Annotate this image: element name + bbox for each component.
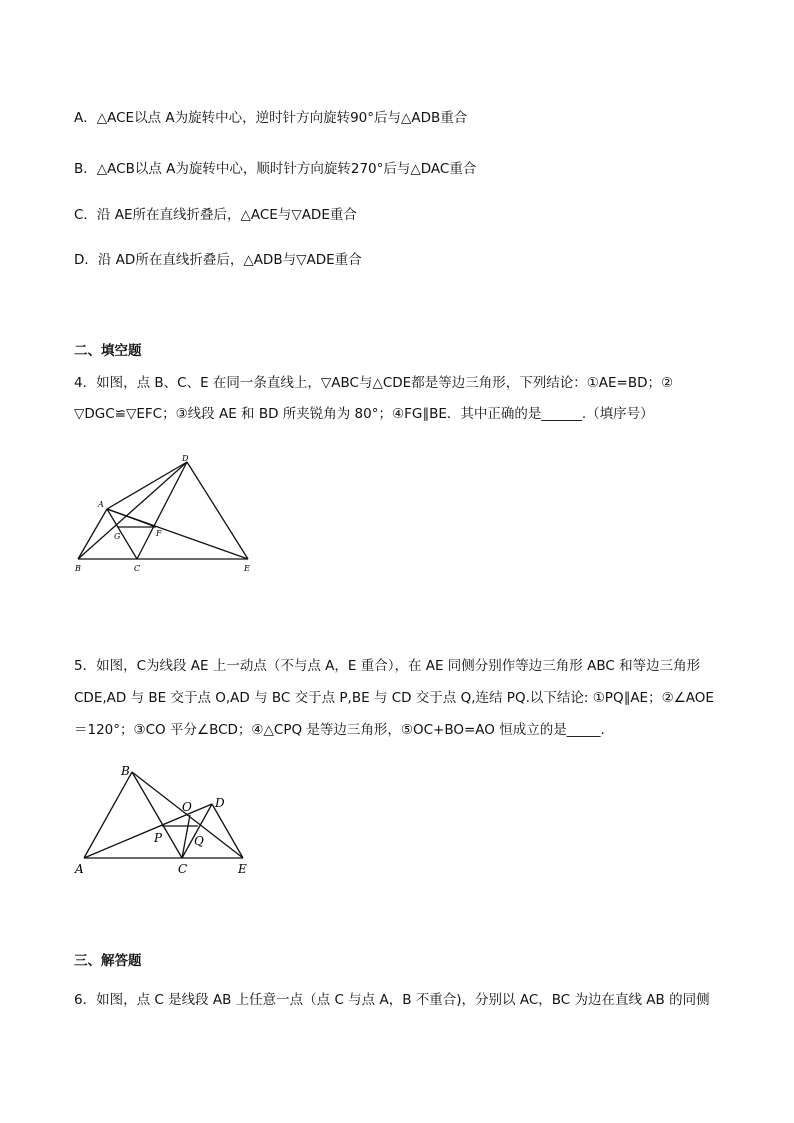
q4-label-f: F	[156, 529, 162, 538]
q5-text-line1: 5．如图，C为线段 AE 上一动点（不与点 A，E 重合），在 AE 同侧分别作等边三角形 ABC 和等边三角形	[74, 658, 701, 674]
q5-label-a: A	[75, 862, 84, 876]
q4-label-g: G	[114, 532, 121, 541]
q4-text-line2: ▽DGC≌▽EFC；③线段 AE 和 BD 所夹锐角为 80°；④FG∥BE．其中正确的是______.（填序号）	[74, 406, 654, 422]
q5-label-e: E	[238, 862, 247, 876]
q4-figure	[70, 452, 260, 582]
q4-label-b: B	[75, 564, 81, 573]
q5-label-o: O	[182, 800, 192, 814]
section-heading-answer: 三、解答题	[74, 953, 142, 969]
option-d: D．沿 AD所在直线折叠后，△ADB与▽ADE重合	[74, 252, 362, 268]
q5-label-d: D	[215, 796, 225, 810]
option-c: C．沿 AE所在直线折叠后，△ACE与▽ADE重合	[74, 207, 357, 223]
q4-label-a: A	[98, 500, 104, 509]
q5-label-c: C	[178, 862, 188, 876]
q4-label-e: E	[244, 564, 250, 573]
q5-figure	[70, 760, 270, 880]
q5-text-line2: CDE,AD 与 BE 交于点 O,AD 与 BC 交于点 P,BE 与 CD 交于点 Q,连结 PQ.以下结论: ①PQ∥AE；②∠AOE	[74, 690, 714, 706]
q5-label-p: P	[154, 831, 163, 845]
q5-label-q: Q	[194, 834, 204, 848]
section-heading-fill-in: 二、填空题	[74, 343, 142, 359]
q4-label-d: D	[182, 454, 189, 463]
q4-label-c: C	[134, 564, 141, 573]
option-a: A．△ACE以点 A为旋转中心，逆时针方向旋转90°后与△ADB重合	[74, 110, 468, 126]
q6-text-line1: 6．如图，点 C 是线段 AB 上任意一点（点 C 与点 A，B 不重合)，分别以 AC，BC 为边在直线 AB 的同侧	[74, 992, 710, 1008]
q5-text-line3: ＝120°；③CO 平分∠BCD；④△CPQ 是等边三角形，⑤OC+BO=AO 恒成立的是_____.	[74, 722, 605, 738]
q5-label-b: B	[121, 764, 130, 778]
q4-text-line1: 4．如图，点 B、C、E 在同一条直线上，▽ABC与△CDE都是等边三角形，下列结论：①AE=BD；②	[74, 375, 674, 391]
option-b: B．△ACB以点 A为旋转中心，顺时针方向旋转270°后与△DAC重合	[74, 161, 477, 177]
